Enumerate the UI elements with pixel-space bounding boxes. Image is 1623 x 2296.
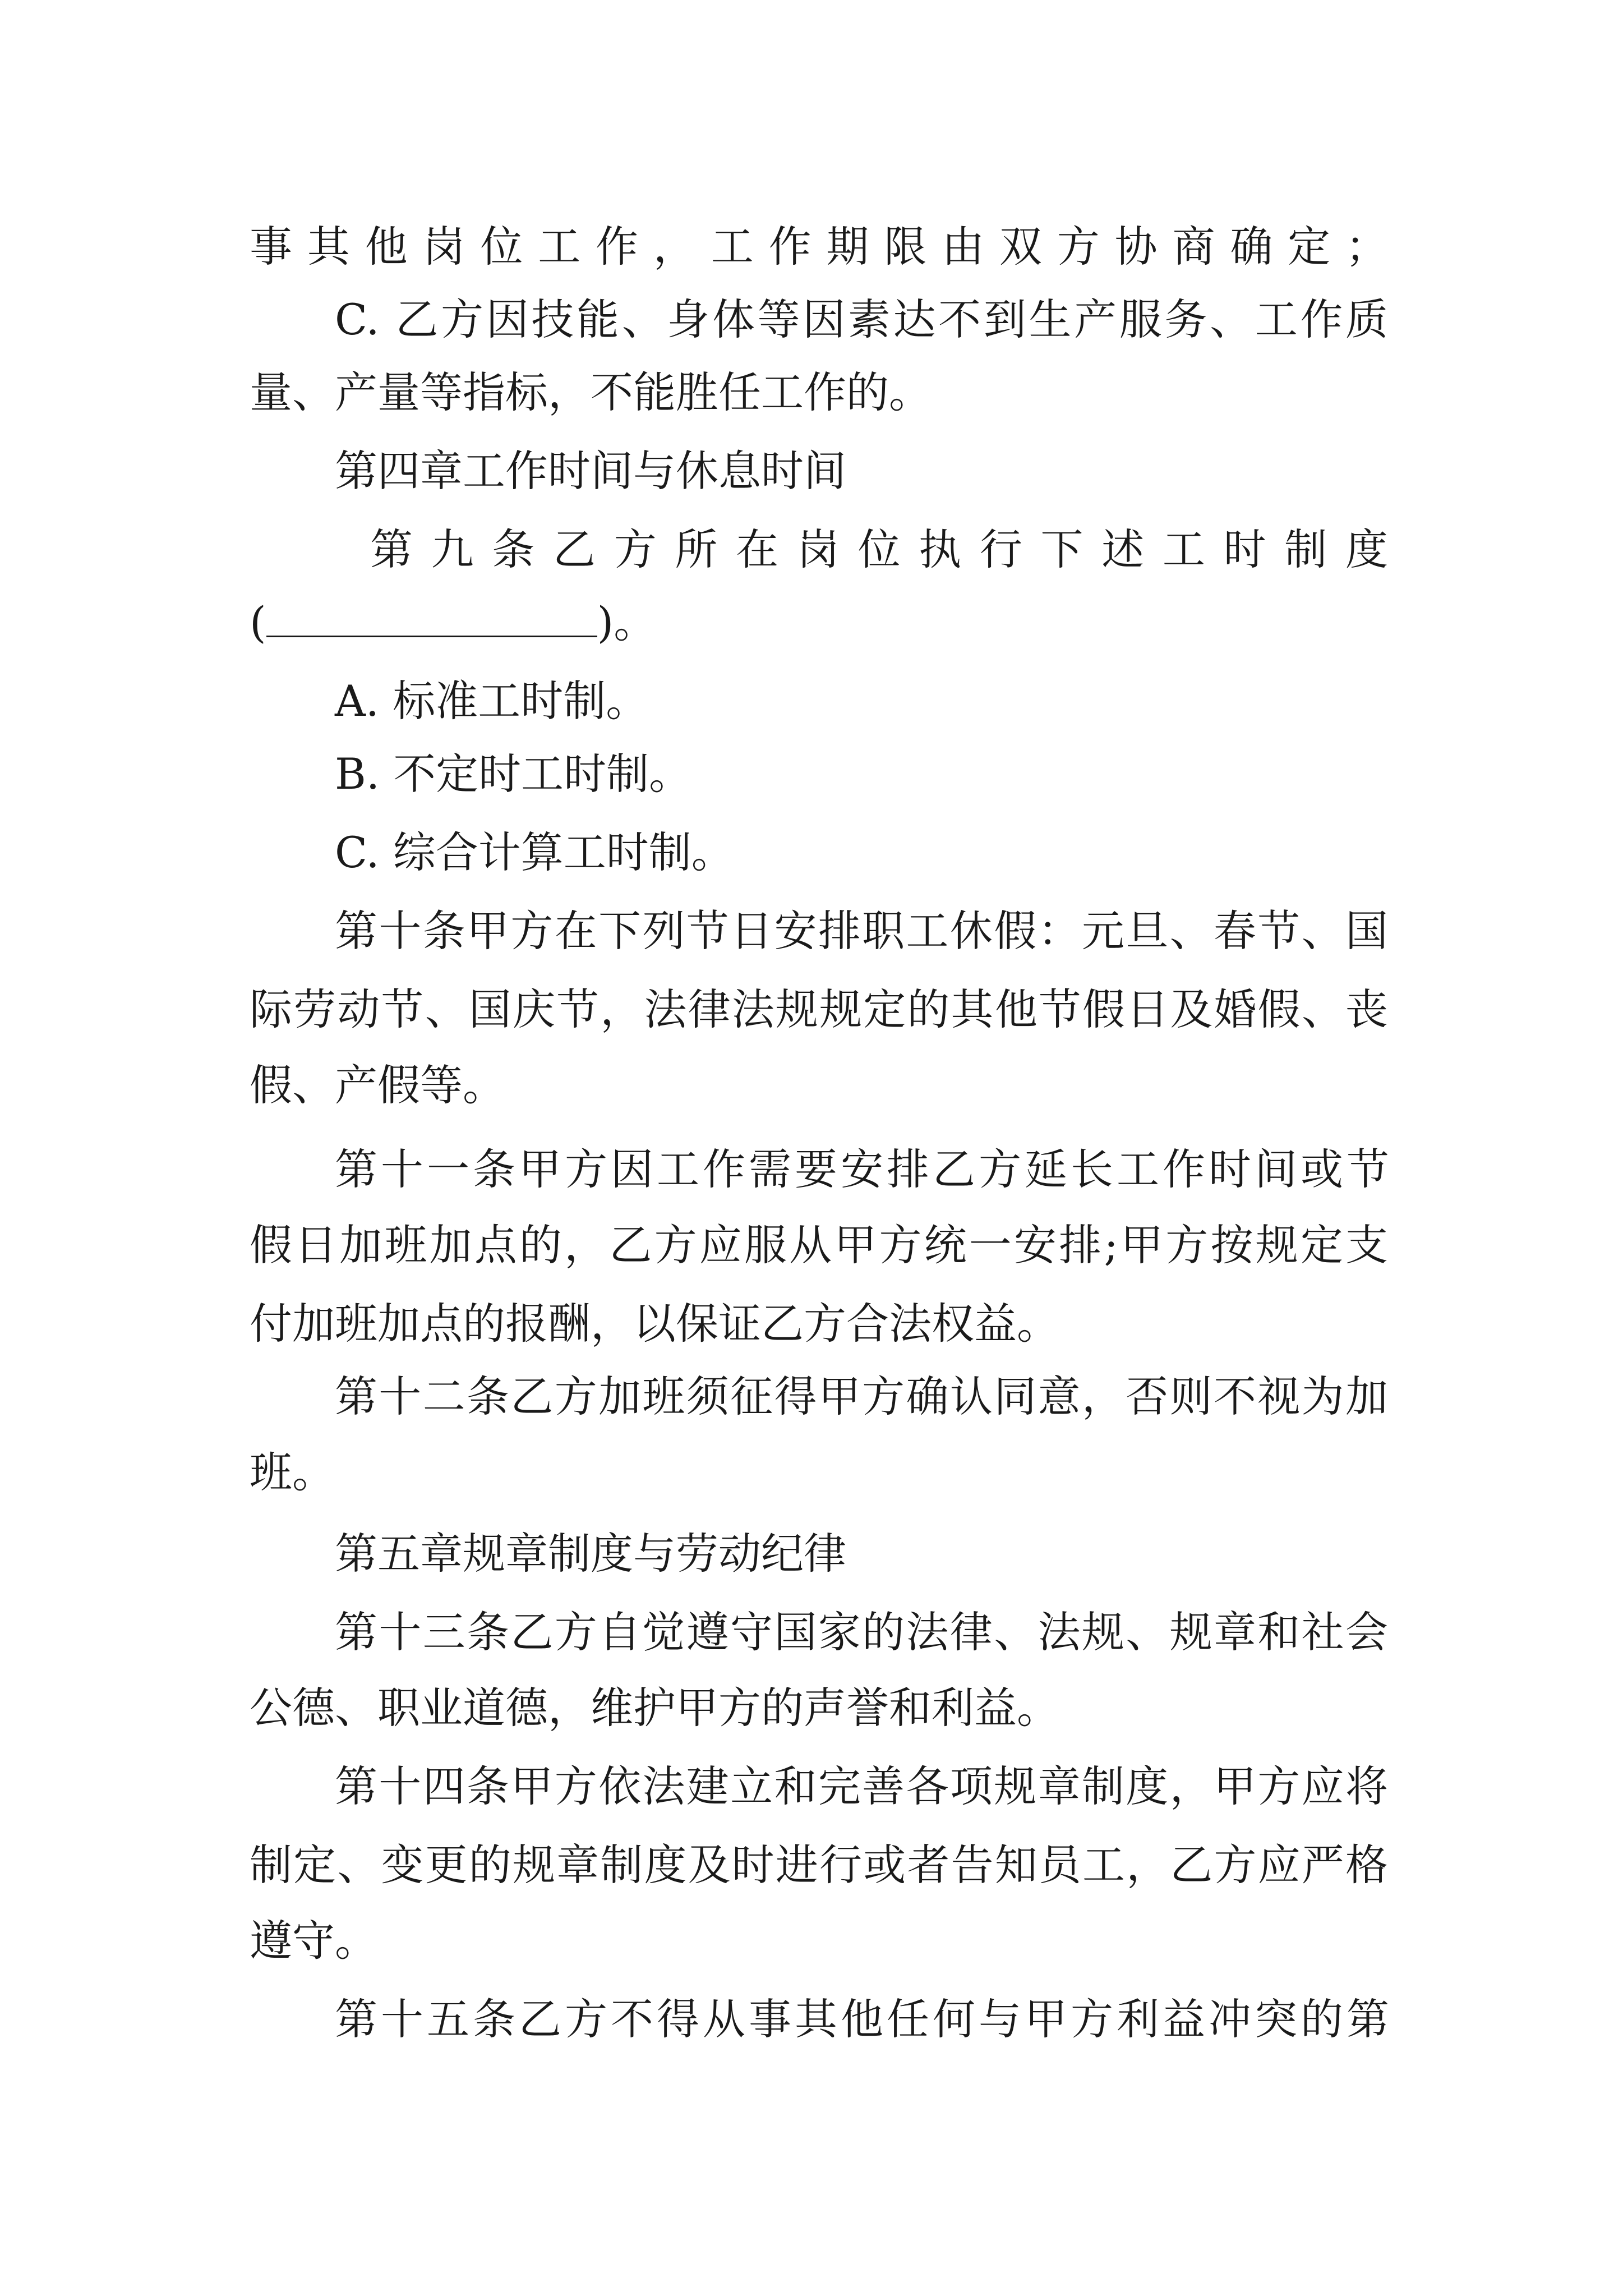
text-line: 遵守。 (250, 1916, 377, 1966)
close-paren: )。 (597, 597, 657, 647)
text-line: 班。 (250, 1447, 335, 1497)
list-item: C. 综合计算工时制。 (335, 827, 734, 877)
text-line: 第九条乙方所在岗位执行下述工时制度 (370, 524, 1388, 574)
text-line: C. 乙方因技能、身体等因素达不到生产服务、工作质 (335, 295, 1388, 344)
text-line: 事其他岗位工作，工作期限由双方协商确定； (250, 222, 1388, 272)
text-line: 第十条甲方在下列节日安排职工休假：元旦、春节、国 (335, 906, 1388, 956)
text-line: 第十五条乙方不得从事其他任何与甲方利益冲突的第 (335, 1994, 1393, 2044)
text-line: 假、产假等。 (250, 1060, 505, 1110)
open-paren: ( (250, 597, 266, 647)
chapter-heading: 第四章工作时间与休息时间 (335, 446, 846, 496)
document-page (250, 0, 1393, 2296)
list-item: A. 标准工时制。 (335, 676, 649, 726)
chapter-heading: 第五章规章制度与劳动纪律 (335, 1529, 846, 1579)
text-line: 假日加班加点的，乙方应服从甲方统一安排;甲方按规定支 (250, 1220, 1388, 1270)
text-line: 公德、职业道德，维护甲方的声誉和利益。 (250, 1683, 1059, 1733)
text-line: 第十二条乙方加班须征得甲方确认同意，否则不视为加 (335, 1372, 1388, 1421)
text-line: 第十一条甲方因工作需要安排乙方延长工作时间或节 (335, 1144, 1393, 1194)
text-line: 第十三条乙方自觉遵守国家的法律、法规、规章和社会 (335, 1607, 1388, 1657)
text-line: 量、产量等指标，不能胜任工作的。 (250, 367, 932, 417)
list-item: B. 不定时工时制。 (335, 749, 692, 799)
text-line: 制定、变更的规章制度及时进行或者告知员工，乙方应严格 (250, 1840, 1388, 1890)
fill-in-blank (266, 600, 597, 637)
text-line (250, 589, 1388, 656)
text-line: 际劳动节、国庆节，法律法规规定的其他节假日及婚假、丧 (250, 984, 1388, 1034)
text-line: 第十四条甲方依法建立和完善各项规章制度，甲方应将 (335, 1761, 1388, 1811)
text-line: 付加班加点的报酬，以保证乙方合法权益。 (250, 1299, 1059, 1349)
